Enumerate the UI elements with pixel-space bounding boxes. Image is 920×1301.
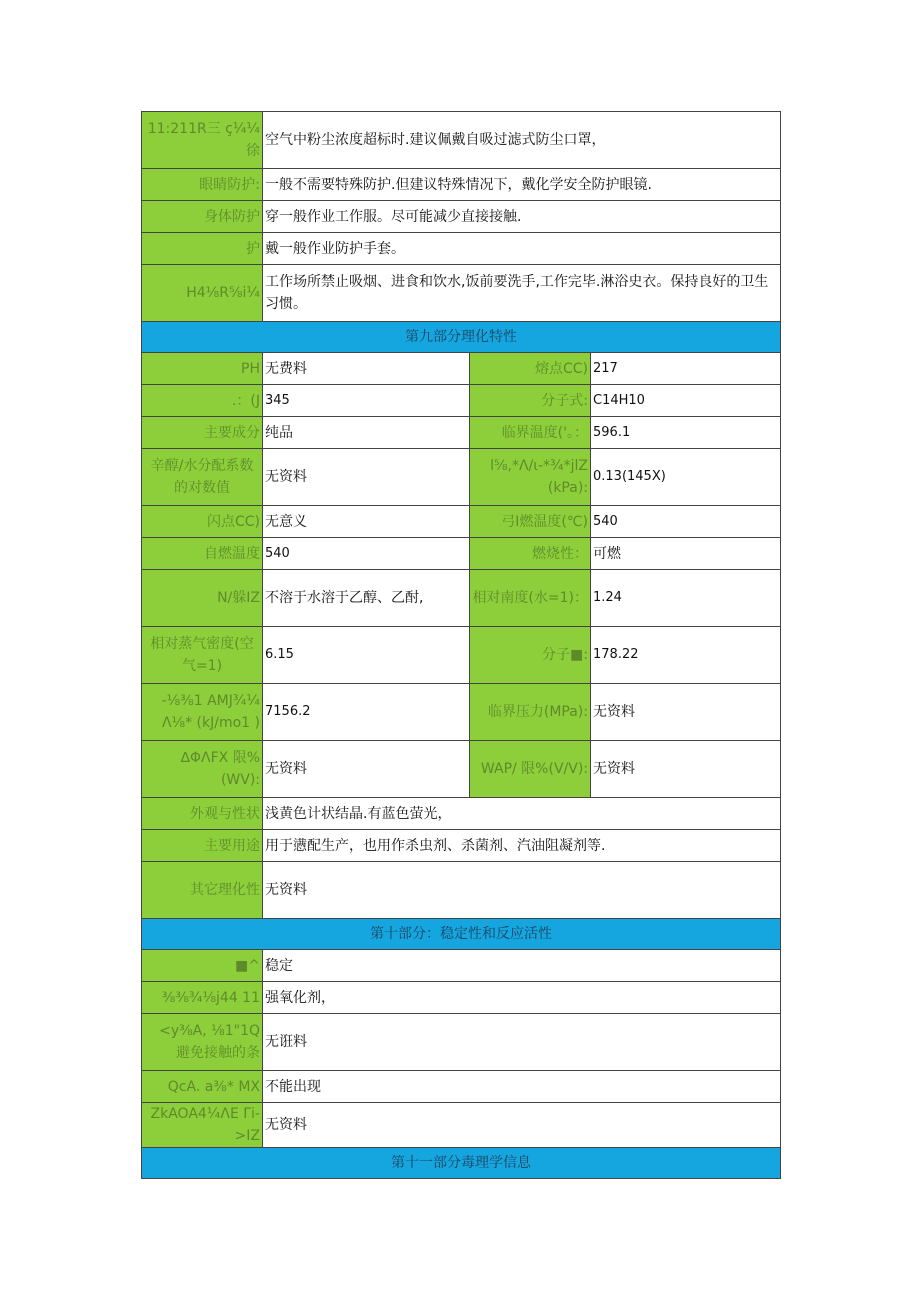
prop-label-left: ∆ΦΛFX 限%(WV): bbox=[142, 741, 263, 798]
prop-label-left: 主要成分 bbox=[142, 417, 263, 449]
prop-label-right: WAP/ 限%(V/V): bbox=[470, 741, 591, 798]
prop-label-right: 熔点CC) bbox=[470, 353, 591, 385]
prop-value-right: 596.1 bbox=[591, 417, 781, 449]
row-stability bbox=[142, 950, 781, 982]
prop-value-left: 无资料 bbox=[263, 449, 470, 506]
row-eye bbox=[142, 169, 781, 201]
prop-value-right: 178.22 bbox=[591, 627, 781, 684]
prop-value-right: 0.13(145X) bbox=[591, 449, 781, 506]
prop-row bbox=[142, 627, 781, 684]
body-value: 穿一般作业工作服。尽可能减少直接接触. bbox=[263, 201, 781, 233]
prop-label-left: 闪点CC) bbox=[142, 506, 263, 538]
eye-label: 眼睛防护: bbox=[142, 169, 263, 201]
prop-value-left: 无意义 bbox=[263, 506, 470, 538]
prop-label-right: 弓I燃温度(℃) bbox=[470, 506, 591, 538]
row-avoid-conditions bbox=[142, 1014, 781, 1071]
row-incompatible bbox=[142, 982, 781, 1014]
respiratory-value: 空气中粉尘浓度超标时.建议佩戴自吸过滤式防尘口罩， bbox=[263, 112, 781, 169]
appearance-value: 浅黄色计状结晶.有蓝色萤光， bbox=[263, 798, 781, 830]
prop-value-right: 540 bbox=[591, 506, 781, 538]
decomposition-value: 无资料 bbox=[263, 1103, 781, 1148]
prop-value-left: 7156.2 bbox=[263, 684, 470, 741]
section-11-header-row bbox=[142, 1148, 781, 1179]
row-decomposition bbox=[142, 1103, 781, 1148]
prop-value-right: 无资料 bbox=[591, 684, 781, 741]
prop-label-left: -⅛⅜1 AMJ¾¼ Λ⅛* (kJ/mo1 ) bbox=[142, 684, 263, 741]
prop-value-left: 不溶于水溶于乙醇、乙酎, bbox=[263, 570, 470, 627]
hand-value: 戴一般作业防护手套。 bbox=[263, 233, 781, 265]
prop-label-right: 临界温度('。： bbox=[470, 417, 591, 449]
prop-row bbox=[142, 417, 781, 449]
stability-value: 稳定 bbox=[263, 950, 781, 982]
main-use-label: 主要用途 bbox=[142, 830, 263, 862]
prop-row bbox=[142, 570, 781, 627]
body-label: 身体防护 bbox=[142, 201, 263, 233]
prop-label-left: PH bbox=[142, 353, 263, 385]
other-properties-label: 其它理化性 bbox=[142, 862, 263, 919]
polymerization-label: QcA. a⅜* MX bbox=[142, 1071, 263, 1103]
hand-label: 护 bbox=[142, 233, 263, 265]
prop-label-right: 燃烧性： bbox=[470, 538, 591, 570]
prop-label-left: 自燃温度 bbox=[142, 538, 263, 570]
row-main-use bbox=[142, 830, 781, 862]
msds-document bbox=[141, 111, 780, 1179]
prop-label-right: l⅝,*Λ/ι-*¾*jlZ (kPa): bbox=[470, 449, 591, 506]
prop-label-left: 相对蒸气密度(空气=1) bbox=[142, 627, 263, 684]
section-10-header-row bbox=[142, 919, 781, 950]
prop-label-left: .：(J bbox=[142, 385, 263, 417]
prop-value-left: 345 bbox=[263, 385, 470, 417]
avoid-conditions-value: 无诳料 bbox=[263, 1014, 781, 1071]
section-9-title: 第九部分理化特性 bbox=[142, 322, 781, 353]
prop-value-right: 可燃 bbox=[591, 538, 781, 570]
decomposition-label: ZkAOA4¼ΛE Γi->IZ bbox=[142, 1103, 263, 1148]
prop-value-left: 无资料 bbox=[263, 741, 470, 798]
row-hand bbox=[142, 233, 781, 265]
prop-row bbox=[142, 385, 781, 417]
stability-label: ■^ bbox=[142, 950, 263, 982]
row-respiratory bbox=[142, 112, 781, 169]
incompatible-value: 强氧化剂， bbox=[263, 982, 781, 1014]
prop-label-right: 分子式: bbox=[470, 385, 591, 417]
prop-value-left: 纯品 bbox=[263, 417, 470, 449]
prop-value-right: 217 bbox=[591, 353, 781, 385]
row-other-protection bbox=[142, 265, 781, 322]
prop-value-right: 无资料 bbox=[591, 741, 781, 798]
row-appearance bbox=[142, 798, 781, 830]
prop-value-right: 1.24 bbox=[591, 570, 781, 627]
section-10-title: 第十部分：稳定性和反应活性 bbox=[142, 919, 781, 950]
prop-row bbox=[142, 449, 781, 506]
row-body bbox=[142, 201, 781, 233]
section-11-title: 第十一部分毒理学信息 bbox=[142, 1148, 781, 1179]
prop-value-left: 6.15 bbox=[263, 627, 470, 684]
other-protection-value: 工作场所禁止吸烟、进食和饮水,饭前要洗手,工作完毕.淋浴史衣。保持良好的卫生习惯。 bbox=[263, 265, 781, 322]
prop-row bbox=[142, 684, 781, 741]
prop-value-right: C14H10 bbox=[591, 385, 781, 417]
prop-value-left: 540 bbox=[263, 538, 470, 570]
respiratory-label: 11:211R三 ç¼¼徐 bbox=[142, 112, 263, 169]
msds-table bbox=[141, 111, 781, 1179]
main-use-value: 用于懑配生产，也用作杀虫剂、杀菌剂、汽油阻凝剂等. bbox=[263, 830, 781, 862]
polymerization-value: 不能出现 bbox=[263, 1071, 781, 1103]
row-other-properties bbox=[142, 862, 781, 919]
row-polymerization bbox=[142, 1071, 781, 1103]
prop-value-left: 无费料 bbox=[263, 353, 470, 385]
prop-row bbox=[142, 506, 781, 538]
section-9-header-row bbox=[142, 322, 781, 353]
prop-row bbox=[142, 538, 781, 570]
incompatible-label: ⅜⅜¾⅛j44 11 bbox=[142, 982, 263, 1014]
prop-label-left: 辛醇/水分配系数的对数值 bbox=[142, 449, 263, 506]
appearance-label: 外观与性状 bbox=[142, 798, 263, 830]
eye-value: 一般不需要特殊防护.但建议特殊情况下，戴化学安全防护眼镜. bbox=[263, 169, 781, 201]
prop-row bbox=[142, 741, 781, 798]
prop-label-right: 相对南度(水=1)： bbox=[470, 570, 591, 627]
prop-row bbox=[142, 353, 781, 385]
other-protection-label: H4⅛R⅝i¼ bbox=[142, 265, 263, 322]
avoid-conditions-label: <y⅜A, ⅛1"1Q 避免接触的条 bbox=[142, 1014, 263, 1071]
prop-label-right: 临界压力(MPa): bbox=[470, 684, 591, 741]
other-properties-value: 无资料 bbox=[263, 862, 781, 919]
prop-label-right: 分子■: bbox=[470, 627, 591, 684]
prop-label-left: N/躲IZ bbox=[142, 570, 263, 627]
